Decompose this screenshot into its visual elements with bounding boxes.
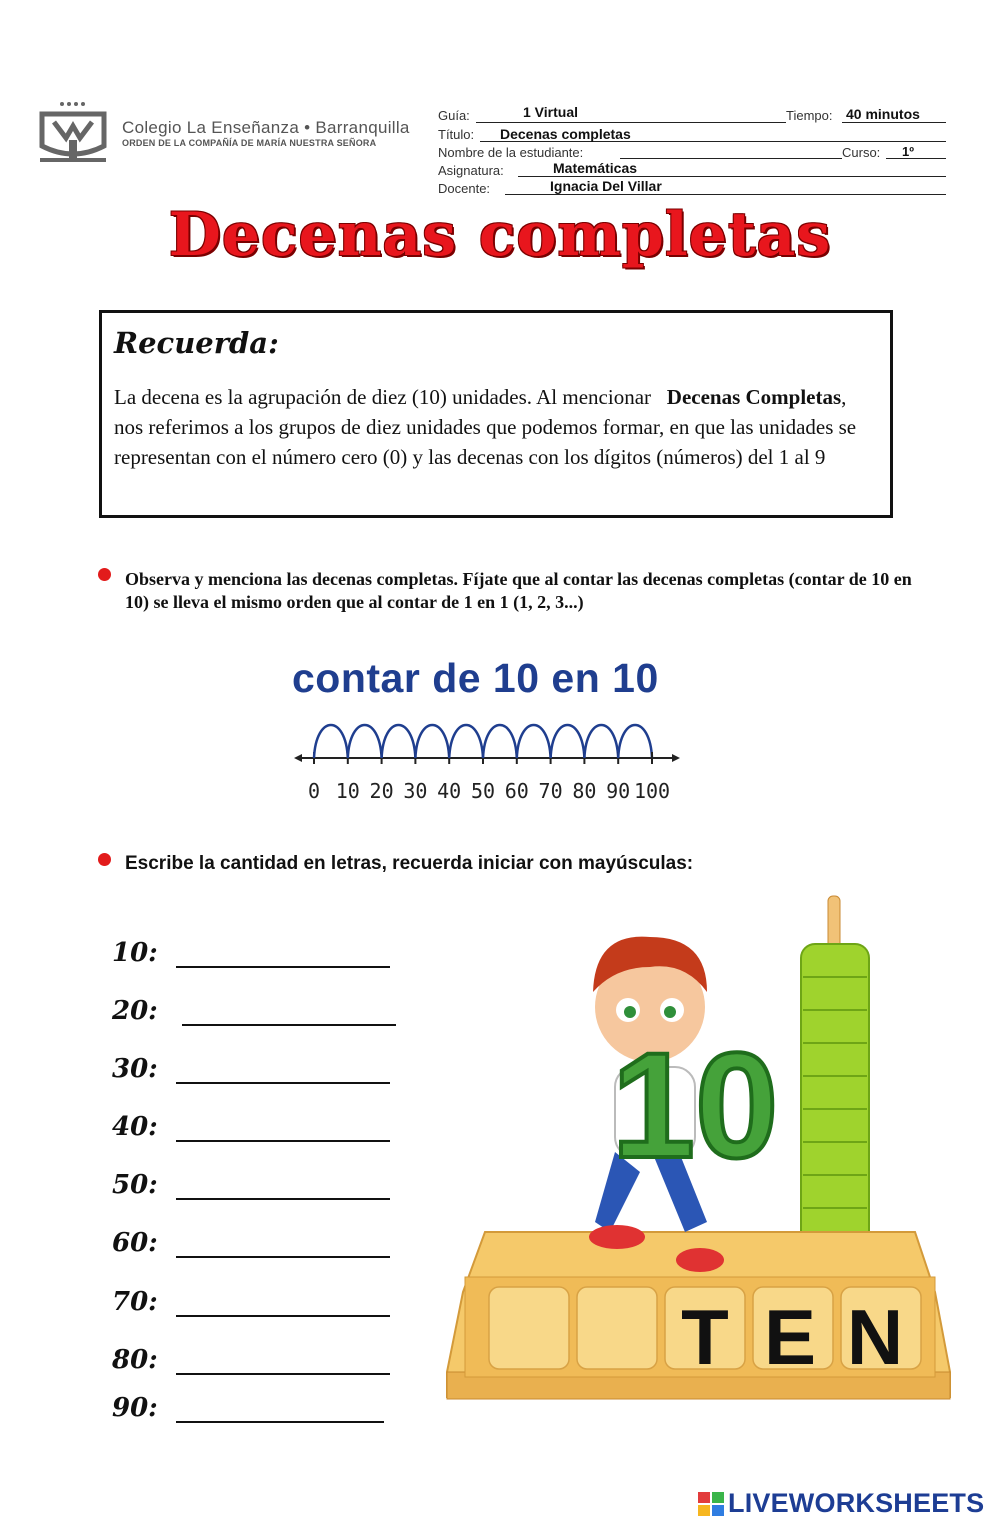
number-line-label: 90: [606, 779, 631, 803]
exercise-label: 70:: [112, 1287, 158, 1317]
number-line-title: contar de 10 en 10: [292, 655, 659, 701]
asignatura-label: Asignatura:: [438, 163, 504, 178]
titulo-label: Título:: [438, 127, 475, 142]
number-line-jump-arc: [449, 725, 483, 758]
recuerda-text-part2: , nos referimos a los grupos de diez unidades que podemos formar, en que las unidades se representan con el número cero (0) y las decenas con los dígitos (números) del 1 al 9: [114, 385, 857, 469]
number-line: [292, 712, 682, 812]
answer-input-line[interactable]: [176, 1140, 390, 1142]
answer-input-line[interactable]: [176, 966, 390, 968]
watermark: LIVEWORKSHEETS: [728, 1488, 985, 1518]
number-line-jump-arc: [551, 725, 585, 758]
liveworksheets-logo-icon: [698, 1492, 724, 1516]
curso-field[interactable]: [886, 158, 946, 159]
bullet-icon: [98, 853, 111, 866]
school-name: Colegio La Enseñanza • Barranquilla: [122, 118, 410, 137]
letter-n: N: [846, 1293, 904, 1381]
number-line-jump-arc: [415, 725, 449, 758]
tiempo-label: Tiempo:: [786, 108, 833, 123]
answer-input-line[interactable]: [176, 1082, 390, 1084]
page-title: Decenas completas: [168, 200, 832, 270]
asignatura-field[interactable]: [518, 176, 946, 177]
letter-t: T: [681, 1293, 729, 1381]
curso-value: 1º: [902, 144, 914, 159]
number-line-jump-arc: [618, 725, 652, 758]
number-line-label: 80: [572, 779, 597, 803]
bullet-icon: [98, 568, 111, 581]
docente-field[interactable]: [505, 194, 946, 195]
number-line-label: 40: [437, 779, 462, 803]
exercise-label: 80:: [112, 1345, 158, 1375]
green-ring-stack: [801, 944, 869, 1274]
number-line-jump-arc: [314, 725, 348, 758]
docente-label: Docente:: [438, 181, 491, 196]
number-line-label: 30: [403, 779, 428, 803]
letter-e: E: [763, 1293, 817, 1381]
guia-value: 1 Virtual: [523, 104, 578, 120]
recuerda-text-part1: La decena es la agrupación de diez (10) unidades. Al mencionar: [114, 385, 652, 409]
answer-input-line[interactable]: [182, 1024, 396, 1026]
school-subtitle: ORDEN DE LA COMPAÑÍA DE MARÍA NUESTRA SEÑORA: [122, 138, 377, 148]
number-line-jump-arc: [483, 725, 517, 758]
number-line-jump-arc: [382, 725, 416, 758]
asignatura-value: Matemáticas: [553, 160, 638, 176]
number-line-jump-arc: [584, 725, 618, 758]
exercise-label: 30:: [112, 1054, 158, 1084]
instruction-observa: Observa y menciona las decenas completas. Fíjate que al contar las decenas completas (contar de 10 en 10) se lleva el mismo orden que al contar de 1 en 1 (1, 2, 3...): [125, 569, 912, 612]
number-ten: 10: [611, 1021, 779, 1189]
number-line-label: 50: [470, 779, 496, 803]
guia-field[interactable]: [476, 122, 786, 123]
number-line-label: 100: [633, 779, 671, 803]
answer-input-line[interactable]: [176, 1198, 390, 1200]
number-line-jump-arc: [348, 725, 382, 758]
exercise-label: 60:: [112, 1228, 158, 1258]
titulo-value: Decenas completas: [500, 126, 631, 142]
curso-label: Curso:: [842, 145, 881, 160]
nombre-field[interactable]: [620, 158, 842, 159]
number-line-label: 60: [504, 779, 529, 803]
number-line-label: 20: [369, 779, 394, 803]
number-line-label: 10: [335, 779, 360, 803]
exercise-label: 20:: [112, 996, 158, 1026]
recuerda-text: [114, 382, 874, 472]
exercise-label: 10:: [112, 938, 158, 968]
exercise-label: 40:: [112, 1112, 158, 1142]
number-line-label: 70: [538, 779, 563, 803]
school-logo: [36, 100, 110, 166]
instruction-escribe: Escribe la cantidad en letras, recuerda iniciar con mayúsculas:: [125, 853, 694, 874]
recuerda-heading: Recuerda:: [114, 326, 279, 360]
exercise-label: 50:: [112, 1170, 158, 1200]
recuerda-bold-term: Decenas Completas: [666, 385, 842, 409]
answer-input-line[interactable]: [176, 1421, 384, 1423]
arrow-left-icon: [294, 754, 302, 762]
answer-input-line[interactable]: [176, 1373, 390, 1375]
nombre-label: Nombre de la estudiante:: [438, 145, 584, 160]
answer-input-line[interactable]: [176, 1256, 390, 1258]
ten-illustration: [445, 892, 955, 1417]
tiempo-value: 40 minutos: [846, 106, 920, 122]
number-line-jump-arc: [517, 725, 551, 758]
arrow-right-icon: [672, 754, 680, 762]
guia-label: Guía:: [438, 108, 470, 123]
number-line-label: 0: [307, 779, 321, 803]
answer-input-line[interactable]: [176, 1315, 390, 1317]
exercise-label: 90:: [112, 1393, 158, 1423]
docente-value: Ignacia Del Villar: [550, 178, 662, 194]
tiempo-field[interactable]: [842, 122, 946, 123]
